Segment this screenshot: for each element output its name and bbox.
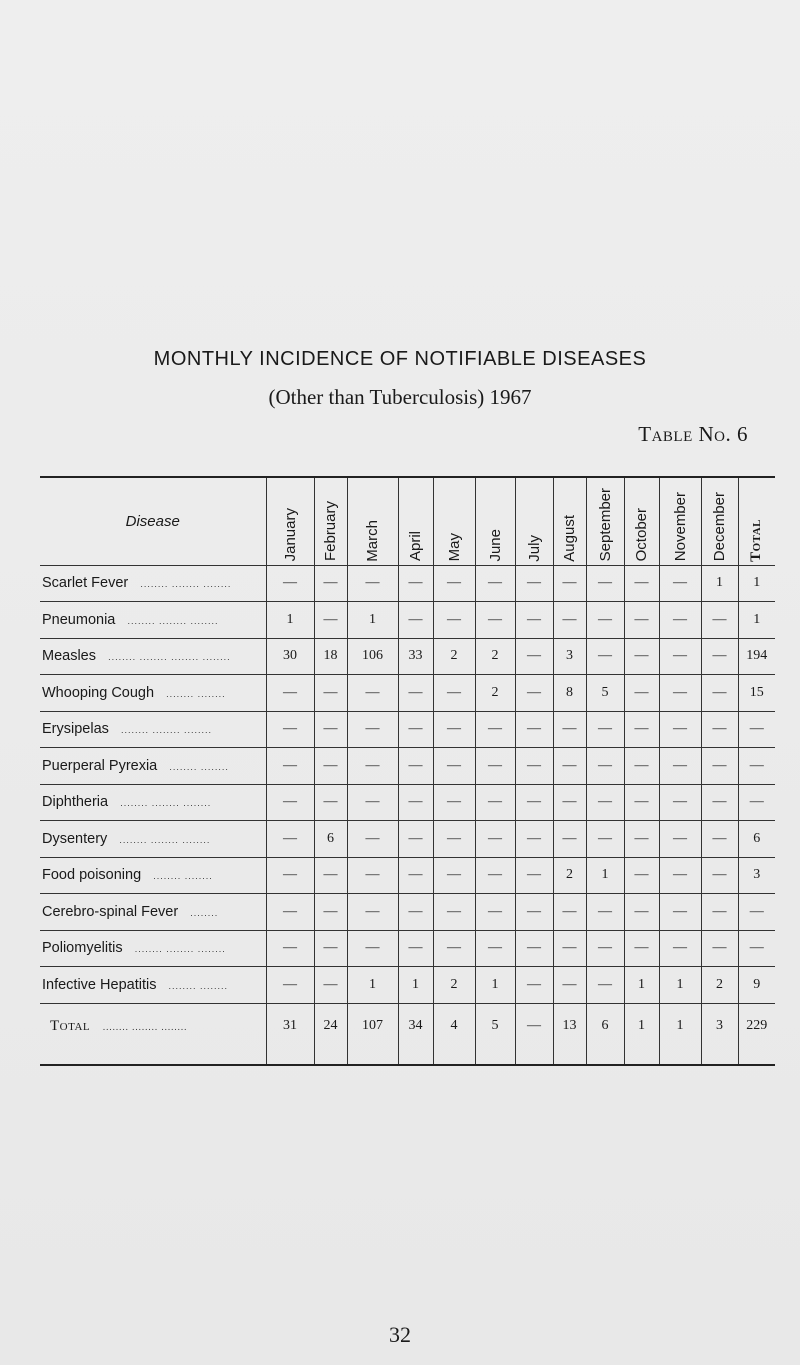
value-cell: — [266,894,314,931]
value-cell: 2 [475,675,515,712]
table-row [40,967,775,1004]
value-cell: — [701,821,738,858]
value-cell: — [553,930,586,967]
value-cell: 1 [347,967,398,1004]
value-cell: — [553,565,586,602]
value-cell: — [266,821,314,858]
value-cell: — [433,711,475,748]
value-cell: — [515,967,553,1004]
value-cell: — [475,894,515,931]
value-cell: — [515,748,553,785]
value-cell: — [659,675,701,712]
value-cell: — [433,894,475,931]
value-cell: — [659,638,701,675]
row-total-cell: 15 [738,675,775,712]
value-cell: 1 [475,967,515,1004]
value-cell: 1 [659,1003,701,1065]
month-header-december [701,477,738,565]
table-row [40,638,775,675]
value-cell: — [347,821,398,858]
value-cell: 1 [347,602,398,639]
value-cell: — [398,857,433,894]
value-cell: — [515,602,553,639]
value-cell: — [433,821,475,858]
leader-dots: ........ ........ ........ [120,725,212,736]
value-cell: — [515,638,553,675]
value-cell: — [624,821,659,858]
month-header-label: May [445,533,463,562]
month-header-march [347,477,398,565]
table-row [40,784,775,821]
table-number: Table No. 6 [638,422,748,446]
value-cell: — [515,711,553,748]
table-row [40,894,775,931]
value-cell: — [624,675,659,712]
value-cell: — [347,784,398,821]
disease-name-cell [40,821,266,858]
value-cell: — [475,930,515,967]
value-cell: 34 [398,1003,433,1065]
value-cell: — [586,894,624,931]
value-cell: — [433,675,475,712]
value-cell: — [347,565,398,602]
value-cell: — [475,821,515,858]
month-header-august [553,477,586,565]
disease-name-cell [40,602,266,639]
total-header-label: Total [748,518,765,562]
value-cell: — [553,821,586,858]
value-cell: — [398,930,433,967]
table-row [40,857,775,894]
value-cell: — [433,784,475,821]
month-header-label: December [711,492,728,562]
value-cell: 1 [624,967,659,1004]
table-body [40,565,775,1065]
value-cell: 6 [586,1003,624,1065]
value-cell: 5 [586,675,624,712]
leader-dots: ........ ........ ........ [120,798,212,809]
value-cell: 2 [475,638,515,675]
value-cell: — [314,748,347,785]
disease-name-cell [40,565,266,602]
total-column-header [738,477,775,565]
leader-dots: ........ ........ [153,871,213,882]
month-header-may [433,477,475,565]
value-cell: — [515,784,553,821]
value-cell: — [314,602,347,639]
page-number: 32 [389,1322,411,1347]
value-cell: — [475,602,515,639]
disease-name: Food poisoning [42,867,142,884]
disease-table [40,476,775,1066]
value-cell: 6 [314,821,347,858]
value-cell: — [659,821,701,858]
value-cell: — [314,930,347,967]
value-cell: — [433,857,475,894]
value-cell: — [624,711,659,748]
month-header-label: September [596,488,614,562]
value-cell: — [659,857,701,894]
value-cell: — [659,784,701,821]
value-cell: — [624,784,659,821]
disease-name-cell [40,894,266,931]
value-cell: — [398,748,433,785]
value-cell: — [586,967,624,1004]
month-header-october [624,477,659,565]
month-header-label: August [561,514,578,562]
value-cell: — [347,857,398,894]
page-subtitle: (Other than Tuberculosis) 1967 [268,385,532,409]
row-total-cell: — [738,784,775,821]
disease-name-cell [40,748,266,785]
value-cell: 31 [266,1003,314,1065]
value-cell: — [515,930,553,967]
row-total-cell: 1 [738,565,775,602]
row-total-cell: — [738,930,775,967]
table-row [40,748,775,785]
row-total-cell: 3 [738,857,775,894]
value-cell: — [659,602,701,639]
month-header-label: October [633,508,650,562]
value-cell: 1 [266,602,314,639]
disease-name-cell [40,711,266,748]
value-cell: — [314,675,347,712]
disease-name-cell [40,967,266,1004]
value-cell: — [398,675,433,712]
value-cell: — [553,784,586,821]
month-header-label: November [671,492,689,562]
value-cell: — [515,821,553,858]
leader-dots: ........ ........ [166,688,226,699]
value-cell: — [433,930,475,967]
value-cell: — [398,602,433,639]
disease-name: Diphtheria [42,794,109,811]
value-cell: — [624,748,659,785]
value-cell: — [586,711,624,748]
value-cell: — [553,711,586,748]
value-cell: — [266,930,314,967]
total-row-label [40,1003,266,1065]
row-total-cell: 1 [738,602,775,639]
row-total-cell: — [738,711,775,748]
value-cell: — [475,711,515,748]
value-cell: 2 [701,967,738,1004]
month-header-june [475,477,515,565]
value-cell: — [586,602,624,639]
value-cell: — [586,565,624,602]
leader-dots: ........ ........ ........ [102,1021,188,1032]
value-cell: — [515,894,553,931]
page-title: MONTHLY INCIDENCE OF NOTIFIABLE DISEASES [153,348,647,370]
value-cell: — [314,784,347,821]
value-cell: — [398,821,433,858]
value-cell: — [701,894,738,931]
value-cell: — [553,602,586,639]
value-cell: — [624,930,659,967]
value-cell: — [515,675,553,712]
value-cell: — [553,894,586,931]
value-cell: — [314,894,347,931]
value-cell: — [347,748,398,785]
value-cell: — [659,748,701,785]
leader-dots: ........ [190,907,219,918]
value-cell: 106 [347,638,398,675]
leader-dots: ........ ........ [169,761,229,772]
value-cell: — [475,784,515,821]
value-cell: — [624,602,659,639]
value-cell: — [314,857,347,894]
disease-column-header: Disease [40,477,266,565]
value-cell: 13 [553,1003,586,1065]
value-cell: 5 [475,1003,515,1065]
month-header-label: June [486,528,504,562]
leader-dots: ........ ........ ........ [134,944,226,955]
value-cell: — [475,857,515,894]
value-cell: — [266,711,314,748]
value-cell: — [586,638,624,675]
disease-name: Cerebro-spinal Fever [42,903,179,920]
value-cell: 1 [624,1003,659,1065]
value-cell: 4 [433,1003,475,1065]
value-cell: — [266,565,314,602]
value-cell: 33 [398,638,433,675]
disease-name-cell [40,675,266,712]
value-cell: — [475,565,515,602]
value-cell: — [433,748,475,785]
leader-dots: ........ ........ ........ [140,579,232,590]
leader-dots: ........ ........ ........ [119,834,211,845]
value-cell: — [266,784,314,821]
month-header-january [266,477,314,565]
value-cell: — [314,565,347,602]
value-cell: — [266,675,314,712]
value-cell: — [266,748,314,785]
disease-name: Infective Hepatitis [42,976,157,993]
value-cell: — [347,930,398,967]
row-total-cell: — [738,894,775,931]
disease-name-cell [40,930,266,967]
disease-name-cell [40,857,266,894]
value-cell: 3 [701,1003,738,1065]
month-header-february [314,477,347,565]
value-cell: 1 [701,565,738,602]
month-header-september [586,477,624,565]
value-cell: — [433,602,475,639]
month-header-label: April [407,531,424,562]
value-cell: — [398,894,433,931]
table-row [40,675,775,712]
row-total-cell: 229 [738,1003,775,1065]
value-cell: — [586,784,624,821]
header-row [40,477,775,565]
disease-name: Whooping Cough [42,684,155,701]
month-header-label: January [281,508,299,562]
value-cell: — [553,748,586,785]
value-cell: 1 [659,967,701,1004]
value-cell: 3 [553,638,586,675]
table-row [40,821,775,858]
value-cell: 2 [433,638,475,675]
value-cell: 2 [553,857,586,894]
value-cell: 18 [314,638,347,675]
value-cell: — [347,711,398,748]
value-cell: — [701,602,738,639]
value-cell: — [624,638,659,675]
value-cell: — [624,894,659,931]
table-row [40,565,775,602]
disease-name: Dysentery [42,830,108,847]
leader-dots: ........ ........ ........ [127,615,219,626]
disease-name: Erysipelas [42,721,109,738]
value-cell: — [659,565,701,602]
value-cell: — [398,711,433,748]
disease-name-cell [40,638,266,675]
month-header-label: July [525,534,543,562]
value-cell: — [701,784,738,821]
disease-name: Puerperal Pyrexia [42,757,158,774]
value-cell: — [266,967,314,1004]
month-header-label: February [322,501,339,562]
value-cell: — [701,857,738,894]
row-total-cell: 194 [738,638,775,675]
value-cell: — [515,565,553,602]
row-total-cell: 6 [738,821,775,858]
value-cell: — [586,821,624,858]
value-cell: — [586,930,624,967]
value-cell: — [624,857,659,894]
value-cell: 1 [586,857,624,894]
value-cell: — [515,1003,553,1065]
total-label: Total [50,1017,91,1034]
value-cell: — [659,711,701,748]
value-cell: — [701,638,738,675]
value-cell: — [314,711,347,748]
value-cell: — [701,711,738,748]
value-cell: — [433,565,475,602]
leader-dots: ........ ........ ........ ........ [108,652,231,663]
value-cell: — [398,565,433,602]
value-cell: — [314,967,347,1004]
month-header-april [398,477,433,565]
value-cell: 30 [266,638,314,675]
value-cell: 24 [314,1003,347,1065]
table-row [40,711,775,748]
value-cell: — [347,675,398,712]
table-row [40,930,775,967]
month-header-july [515,477,553,565]
value-cell: 8 [553,675,586,712]
value-cell: — [553,967,586,1004]
month-header-label: March [364,519,381,562]
month-header-november [659,477,701,565]
value-cell: — [701,748,738,785]
disease-name: Pneumonia [42,611,116,628]
value-cell: — [347,894,398,931]
value-cell: — [266,857,314,894]
value-cell: 1 [398,967,433,1004]
leader-dots: ........ ........ [168,980,229,991]
total-row [40,1003,775,1065]
row-total-cell: — [738,748,775,785]
disease-name: Poliomyelitis [42,940,123,957]
value-cell: — [515,857,553,894]
value-cell: — [398,784,433,821]
value-cell: — [624,565,659,602]
table-row [40,602,775,639]
value-cell: 107 [347,1003,398,1065]
disease-name-cell [40,784,266,821]
row-total-cell: 9 [738,967,775,1004]
disease-name: Scarlet Fever [42,575,129,592]
value-cell: 2 [433,967,475,1004]
value-cell: — [475,748,515,785]
value-cell: — [659,930,701,967]
value-cell: — [586,748,624,785]
value-cell: — [701,930,738,967]
value-cell: — [659,894,701,931]
disease-name: Measles [42,648,96,665]
value-cell: — [701,675,738,712]
